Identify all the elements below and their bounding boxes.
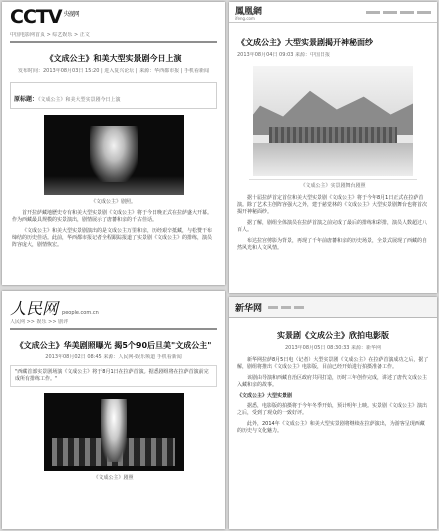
xinhua-logo[interactable]: 新华网: [235, 303, 263, 314]
stage-photo: [44, 115, 184, 195]
cctv-logo[interactable]: CCTV $^{央视网}$: [10, 6, 79, 28]
nav-link[interactable]: [417, 11, 431, 14]
princess-figure: [90, 126, 138, 182]
ifeng-article-panel: [229, 2, 437, 293]
breadcrumb: [2, 32, 225, 43]
original-title-text: 《文成公主》和美大型实景剧今日上演: [38, 97, 121, 103]
stage-photo: [44, 393, 184, 471]
paragraph: 该剧由导演和西藏自治区政府共同打造，历时三年创作完成，讲述了唐代文成公主入藏和亲的故事。: [237, 375, 428, 388]
header-divider: [10, 328, 217, 330]
original-title-box: [10, 82, 217, 109]
people-logo[interactable]: 人民网: [10, 299, 59, 318]
theatre-building: [269, 127, 397, 145]
article-meta: 发布时间：2013年08月03日 15:20 | 进入复兴论坛 | 来源：华西都市报 | 手机看新闻: [17, 68, 210, 74]
xinhua-nav: [268, 306, 304, 309]
people-header: [2, 291, 225, 319]
paragraph: 首开拉萨藏地歷史专有和美大型实景剧《文成公主》将于今日晚正式在拉萨盛大开幕。作为西藏最具规模的实景演出，剧情展示了唐蕃和亲的千古佳话。: [12, 210, 213, 223]
nav-link[interactable]: [400, 11, 414, 14]
article-title: 《文成公主》和美大型实景剧今日上演: [45, 54, 182, 63]
paragraph: 《文成公主》和美大型实景剧演出的是文成公主万里和亲，历经艰辛抵藏，与松赞干布缔结的历史佳话。此前，华西都市报记者全程跟踪报道了实景剧《文成公主》的排练，演员阵容庞大，剧情恢宏。: [12, 228, 213, 248]
section-heading: 《文成公主》大型实景剧: [237, 393, 293, 399]
article-body: [229, 357, 437, 435]
ifeng-nav: [366, 11, 431, 14]
photo-caption: 《文成公主》剧照。: [90, 199, 136, 205]
article-body: [2, 210, 225, 249]
article-meta: 2013年08月04日 09:03 来源：中国日报: [237, 52, 331, 58]
breadcrumb-text[interactable]: 中国电影网首页 > 综艺娱乐 > 正文: [10, 32, 90, 38]
paragraph: 据悉，电影版的拍摄将于今年冬季开始，预计明年上映。实景剧《文成公主》演出之后，受到了观众的一致好评。: [237, 403, 428, 416]
stage-floor: [44, 176, 184, 195]
princess-figure: [101, 399, 127, 461]
nav-link[interactable]: [281, 306, 291, 309]
article-title: 《文成公主》华美剧照曝光 揭5个90后旦美"文成公主": [15, 341, 212, 350]
people-article-panel: [2, 291, 225, 529]
article-body: [229, 195, 437, 252]
breadcrumb-text[interactable]: 人民网 >> 娱乐 >> 剧评: [10, 319, 69, 325]
paragraph: 据了解，剧组全体演员在拉萨首演之前完成了最后的排练和彩排，演员人数超过八百人。: [237, 220, 428, 233]
paragraph: 据十届拉萨首定首位和美大型实景剧《文成公主》将于今年8月1日正式在拉萨首演。除了艺术主创阵容强大之外，建于慈觉林的《文成公主》大型实景剧舞台也将首次揭开神秘面纱。: [237, 195, 428, 215]
paragraph: 布达拉宫剪影为背景，再现了千年前唐蕃和亲的历史场景，全景式展现了西藏的自然风光和人文风情。: [237, 238, 428, 251]
ifeng-header: [229, 2, 437, 23]
breadcrumb: [2, 319, 225, 330]
cctv-article-panel: [2, 2, 225, 285]
photo-caption: 《文成公主》实景剧舞台剧照: [249, 179, 417, 189]
header-divider: [10, 41, 217, 43]
photo-caption: 《文成公主》剧照: [93, 475, 134, 481]
nav-link[interactable]: [294, 306, 304, 309]
ground: [253, 143, 413, 176]
article-meta: 2013年08月02日 08:45 来源：人民网-娱乐频道 手机看新闻: [45, 354, 182, 360]
paragraph: 新华网拉萨8月5日电（记者）大型实景剧《文成公主》在拉萨首演成功之后，据了解，剧组将推出《文成公主》电影版，目前已经开始进行拍摄准备工作。: [237, 357, 429, 370]
nav-link[interactable]: [268, 306, 278, 309]
original-title-label: 原标题：: [14, 97, 39, 103]
nav-link[interactable]: [366, 11, 380, 14]
people-logo-sub: people.com.cn: [62, 310, 99, 316]
nav-link[interactable]: [383, 11, 397, 14]
article-title: 《文成公主》大型实景剧揭开神秘面纱: [237, 38, 373, 47]
xinhua-article-panel: [229, 297, 437, 529]
paragraph: 此外，2014年《文成公主》和美大型实景剧将继续在拉萨演出，为游客呈现西藏的历史与文化魅力。: [237, 421, 425, 434]
article-lead: "西藏首部实景剧场演《文成公主》将于8月1日在拉萨首演。据悉剧组将在拉萨首演前完成所有排练工作。": [10, 365, 217, 387]
theatre-photo: [253, 66, 413, 176]
article-meta: 2013年08月05日 08:30:33 来源：新华网: [284, 345, 382, 351]
article-title: 实景剧《文成公主》欣拍电影版: [277, 331, 389, 340]
cctv-header: [2, 2, 225, 32]
xinhua-header: [229, 297, 437, 318]
ifeng-logo[interactable]: 鳳凰網 ifeng.com: [235, 6, 263, 21]
